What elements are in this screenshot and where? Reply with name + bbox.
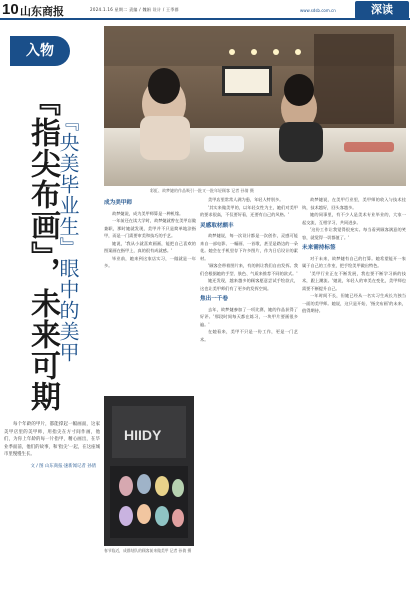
article-paragraph: 去年，故梦婕参加了一项比赛，她的作品获得了好评。'那段时间每天都在练习，一块甲片要画很多遍。' <box>200 306 298 327</box>
article-paragraph: 美甲店里常常人满为患，年轻人特别多。 <box>208 197 284 202</box>
page-number: 10 <box>2 1 19 18</box>
article-paragraph: 一年前还在读大学时，故梦婕就曾在美甲店做兼职，那时她就发现，美甲并不只是简单地涂指甲，而是一门需要审美和技巧的手艺。 <box>104 218 196 238</box>
svg-text:HIIDY: HIIDY <box>124 427 162 443</box>
article-paragraph: 她还发现，越来越多的顾客愿意尝试手绘款式，这也让美甲师们有了更多的发挥空间。 <box>200 278 298 291</box>
lead-paragraph: 每个年龄的甲片，都能撑起一幅画面，这家美甲店里的美甲师，用指尖在方寸间作画，他们，为你上年龄的每一片指甲，精心画出，在毕业季面前，他们的故事，和'指尖'一起，在这座城市里慢慢生长。 <box>4 422 100 458</box>
article-paragraph: 对于未来，故梦婕有自己的打算。她希望能开一家属于自己的工作室，把手绘美甲做出特色。 <box>302 255 406 268</box>
sub-headline: 『央美毕业生』眼中的美甲 <box>56 111 80 363</box>
article-paragraph: 毕业前，她来到这家店实习，一做就是一年多。 <box>104 255 196 268</box>
article-paragraph: '这份工作让我觉得很充实。每当看到顾客满意的笑容，就觉得一切都值了。' <box>302 227 406 240</box>
section-heading: 成为美甲师 <box>104 200 132 206</box>
article-paragraph: 故梦婕说，成为美甲师算是一种机缘。 <box>112 210 184 216</box>
secondary-photo <box>104 396 194 546</box>
article-column-2 <box>200 196 298 598</box>
section-heading: 灵感取材颇丰 <box>200 222 234 229</box>
article-column-3 <box>302 196 406 598</box>
article-column-1 <box>104 196 196 392</box>
section-badge: 入物 <box>10 36 70 66</box>
nail-salon-photo <box>104 26 406 186</box>
secondary-photo-caption: 春节临近，成群结队的顾客前来做美甲 记者 孙倩 摄 <box>104 548 192 553</box>
article-paragraph: 她说，'我从小就喜欢画画，能把自己喜欢的图案画在指甲上，真的很有成就感。' <box>104 240 196 253</box>
section-heading: 焦出一千卷 <box>200 296 228 302</box>
paper-name: 山东商报 <box>20 5 64 18</box>
header-meta: 2024.1.16 星期二 责编 / 魏娟 设计 / 王季群 <box>90 7 179 12</box>
article-paragraph: 一年时间不长，但她已经从一名实习生成长为独当一面的美甲师。她说，这只是开始，'指尖布画'的未来，值得期待。 <box>302 293 406 313</box>
article-paragraph: 故梦婕说，每一次设计都是一次创作，灵感可能来自一部电影、一幅画、一首歌，甚至是路边的一朵花。她会在手机里存下许多图片，作为日后设计的素材。 <box>200 233 298 261</box>
section-heading: 未来需持标签 <box>302 245 336 251</box>
lead-box <box>4 421 100 470</box>
paper-url[interactable]: www.sdsb.com.cn <box>300 8 336 13</box>
nail-designs-photo <box>104 396 194 546</box>
article-paragraph: 故梦婕说，在美甲行业里，美甲师的收入与技术挂钩，技术越好，回头客越多。 <box>302 197 406 210</box>
title-column <box>4 26 100 596</box>
article-paragraph: '美甲行业正在不断发展，我也要不断学习新的技术，跟上潮流。'她说，年轻人的审美在变化，美甲师也需要不断提升自己。 <box>302 270 406 291</box>
headline: 『指尖布画』，未来可期 <box>25 86 60 412</box>
section-tag: 深读 <box>355 1 409 19</box>
main-photo <box>104 26 406 186</box>
article-paragraph: 她的同事里，有不少人是美术专业毕业的，大家一起交流，互相学习，共同进步。 <box>302 212 406 225</box>
article-paragraph: 在她看来，美甲不只是一份工作，更是一门艺术。 <box>200 329 298 342</box>
article-paragraph: '顾客会带着图片来，有的则让我们自由发挥。我们会根据她的手型、肤色、气质来推荐不同的款式。' <box>200 263 298 276</box>
main-photo-caption: 彩虹、故梦婕的作品吸引一批又一批年轻顾客 记者 孙倩 摄 <box>150 188 254 193</box>
byline: 文 / 图 山东商报·速新闻记者 孙倩 <box>30 463 96 469</box>
page-header <box>0 0 410 20</box>
article-paragraph: '其实来做美甲的，以年轻女性为主，她们对美甲的要求很高，不仅要好看，还要有自己的风格。' <box>200 204 298 217</box>
